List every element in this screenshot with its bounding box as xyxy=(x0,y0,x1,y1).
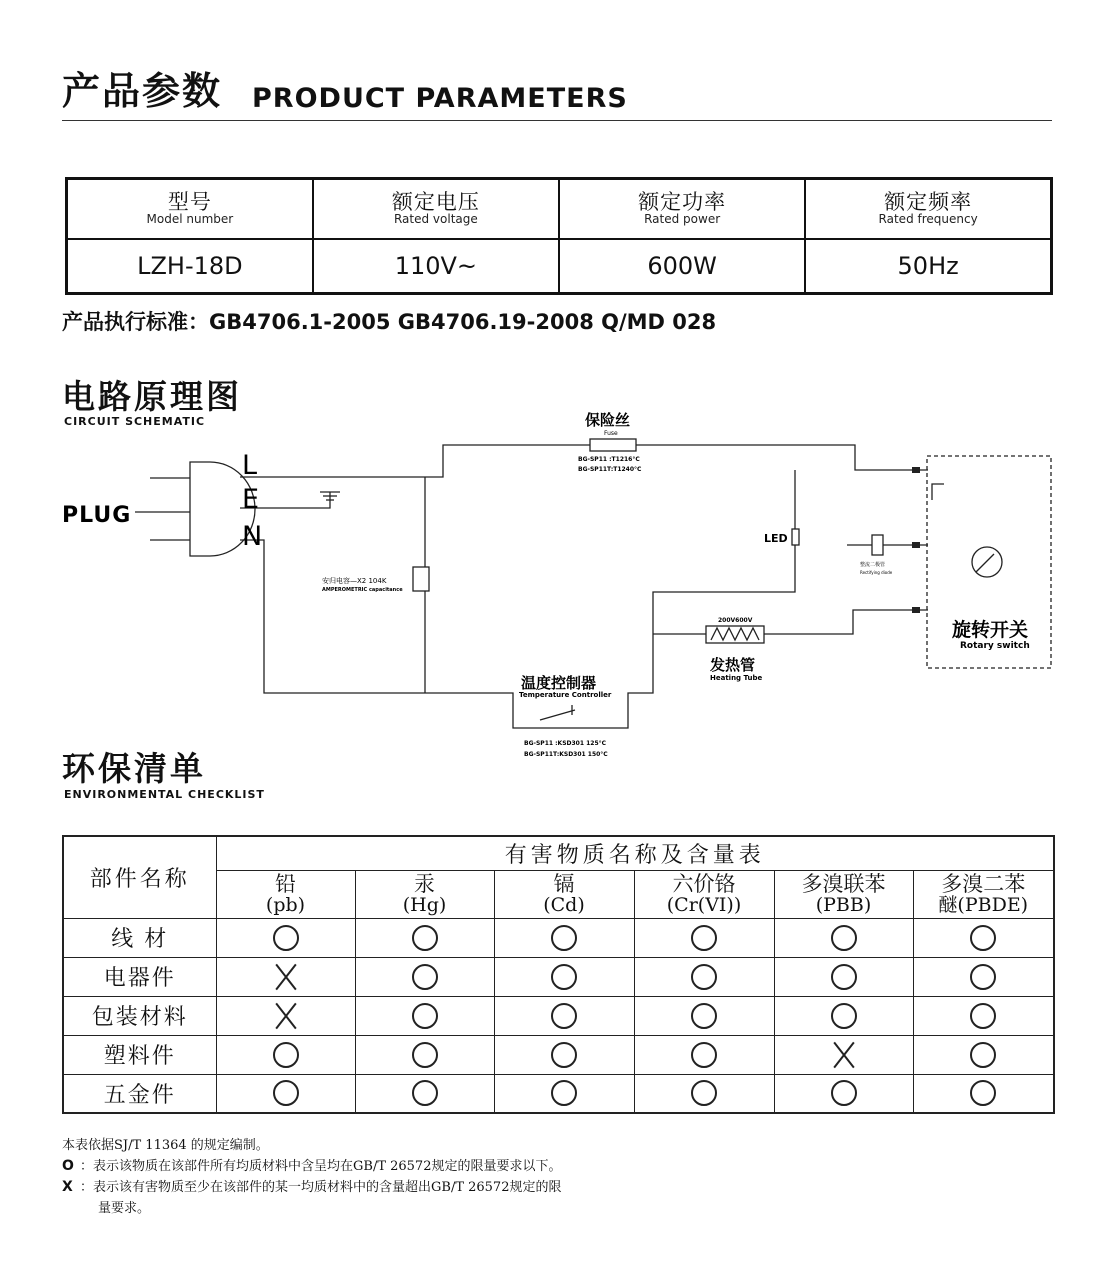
substance-header-hg xyxy=(355,870,494,918)
fuse-label-cn: 保险丝 xyxy=(585,411,631,429)
diode-label-en: Rectifying diode xyxy=(860,570,893,575)
substance-header-pbde xyxy=(913,870,1054,918)
circle-mark-icon xyxy=(273,925,299,951)
substance-cell xyxy=(355,1035,494,1074)
circle-mark-icon xyxy=(412,964,438,990)
param-value-power: 600W xyxy=(559,239,805,294)
circle-mark-icon xyxy=(273,1042,299,1068)
substance-en: (Cr(VI)) xyxy=(666,893,742,916)
circle-mark-icon xyxy=(551,1042,577,1068)
substance-cell xyxy=(913,996,1054,1035)
product-standard: 产品执行标准：GB4706.1-2005 GB4706.19-2008 Q/MD 028 xyxy=(62,310,717,334)
param-header-en: Rated frequency xyxy=(878,212,978,227)
substance-cell xyxy=(494,918,634,957)
substance-cell xyxy=(494,1035,634,1074)
substance-cell xyxy=(774,996,913,1035)
cross-mark-icon xyxy=(273,1003,299,1029)
param-header-cn: 额定频率 xyxy=(884,190,973,215)
circle-mark-icon xyxy=(831,1003,857,1029)
substance-cell xyxy=(494,1074,634,1113)
rotary-knob-icon xyxy=(972,547,1002,577)
circle-mark-icon xyxy=(691,1042,717,1068)
substance-cell xyxy=(355,996,494,1035)
substance-cell xyxy=(774,1035,913,1074)
pin-n-label: N xyxy=(242,521,263,552)
switch-label-cn: 旋转开关 xyxy=(952,619,1029,641)
circle-symbol: O xyxy=(62,1158,74,1174)
substance-cell xyxy=(216,918,355,957)
diode-symbol xyxy=(872,535,883,555)
circle-mark-icon xyxy=(970,1080,996,1106)
table-row xyxy=(63,957,1054,996)
substance-table-body xyxy=(63,918,1054,1113)
param-header-cn: 额定功率 xyxy=(638,190,727,215)
substance-cell xyxy=(494,957,634,996)
circle-mark-icon xyxy=(551,1003,577,1029)
substance-en: (PBB) xyxy=(815,893,872,916)
diode-label-cn: 整流二极管 xyxy=(860,562,886,568)
substance-en: 醚(PBDE) xyxy=(938,893,1029,916)
substance-cell xyxy=(913,1074,1054,1113)
led-label: LED xyxy=(764,532,788,545)
pin-e-label: E xyxy=(242,484,260,515)
part-name: 线 材 xyxy=(63,918,216,957)
param-header-cn: 型号 xyxy=(167,190,212,215)
note-x-text: ：表示该有害物质至少在该部件的某一均质材料中的含量超出GB/T 26572规定的限 xyxy=(80,1180,562,1195)
circle-mark-icon xyxy=(412,1080,438,1106)
note-x-cont: 量要求。 xyxy=(98,1201,151,1216)
substance-cn: 汞 xyxy=(414,871,435,896)
table-row xyxy=(63,996,1054,1035)
substance-cell xyxy=(634,1035,774,1074)
circle-mark-icon xyxy=(970,964,996,990)
substance-cell xyxy=(913,1035,1054,1074)
substance-cell xyxy=(355,918,494,957)
substance-cell xyxy=(774,1074,913,1113)
substance-cell xyxy=(913,957,1054,996)
substance-cell xyxy=(634,918,774,957)
substance-cn: 多溴二苯 xyxy=(941,871,1026,896)
param-header-en: Rated power xyxy=(644,212,721,227)
capacitor-symbol xyxy=(413,567,429,591)
substance-cell xyxy=(634,957,774,996)
note-o-text: ：表示该物质在该部件所有均质材料中含呈均在GB/T 26572规定的限量要求以下。 xyxy=(80,1159,562,1174)
circle-mark-icon xyxy=(551,1080,577,1106)
circle-mark-icon xyxy=(691,925,717,951)
part-name-header: 部件名称 xyxy=(63,836,216,918)
circle-mark-icon xyxy=(412,925,438,951)
hazardous-substance-table xyxy=(62,835,1055,1114)
circle-mark-icon xyxy=(970,1042,996,1068)
substance-en: (pb) xyxy=(265,893,306,916)
substance-cn: 多溴联苯 xyxy=(801,871,886,896)
substance-cn: 六价铬 xyxy=(672,871,736,896)
switch-label-en: Rotary switch xyxy=(960,641,1030,651)
substance-header-pb xyxy=(216,870,355,918)
table-row xyxy=(63,1074,1054,1113)
substance-cell xyxy=(634,996,774,1035)
part-name: 塑料件 xyxy=(63,1035,216,1074)
plug-label: PLUG xyxy=(62,503,132,528)
substance-en: (Hg) xyxy=(402,893,447,916)
circle-mark-icon xyxy=(551,964,577,990)
substance-cell xyxy=(774,957,913,996)
circle-mark-icon xyxy=(412,1003,438,1029)
substance-cell xyxy=(216,1074,355,1113)
env-title-en: ENVIRONMENTAL CHECKLIST xyxy=(64,788,265,801)
env-title-cn: 环保清单 xyxy=(62,749,206,788)
fuse-spec-1: BG-SP11 :T1216°C xyxy=(578,456,640,463)
circle-mark-icon xyxy=(551,925,577,951)
note-x xyxy=(62,1177,561,1198)
substance-header-cd xyxy=(494,870,634,918)
param-value-frequency: 50Hz xyxy=(805,239,1051,294)
part-name: 电器件 xyxy=(63,957,216,996)
thermo-spec-2: BG-SP11T:KSD301 150°C xyxy=(524,751,608,758)
param-header-en: Rated voltage xyxy=(393,212,478,227)
thermo-label-cn: 温度控制器 xyxy=(521,674,597,692)
circle-mark-icon xyxy=(691,1003,717,1029)
part-name: 五金件 xyxy=(63,1074,216,1113)
circle-mark-icon xyxy=(970,925,996,951)
circle-mark-icon xyxy=(691,964,717,990)
heater-label-cn: 发热管 xyxy=(710,656,756,674)
pin-l-label: L xyxy=(242,450,258,481)
circuit-title-en: CIRCUIT SCHEMATIC xyxy=(64,415,206,428)
note-o xyxy=(62,1156,561,1177)
fuse-symbol xyxy=(590,439,636,451)
substance-cell xyxy=(216,957,355,996)
circle-mark-icon xyxy=(970,1003,996,1029)
param-header-en: Model number xyxy=(146,212,234,227)
substance-cell xyxy=(216,1035,355,1074)
circle-mark-icon xyxy=(691,1080,717,1106)
circle-mark-icon xyxy=(412,1042,438,1068)
cross-mark-icon xyxy=(831,1042,857,1068)
fuse-spec-2: BG-SP11T:T1240°C xyxy=(578,466,642,473)
circle-mark-icon xyxy=(273,1080,299,1106)
circuit-title-cn: 电路原理图 xyxy=(62,377,242,416)
circle-mark-icon xyxy=(831,925,857,951)
param-value-model: LZH-18D xyxy=(67,239,313,294)
cross-symbol: X xyxy=(62,1179,73,1195)
table-row xyxy=(63,918,1054,957)
substance-cell xyxy=(634,1074,774,1113)
capacitor-label-cn: 安归电容—X2 104K xyxy=(322,577,387,585)
thermo-spec-1: BG-SP11 :KSD301 125°C xyxy=(524,740,607,747)
substance-cell xyxy=(913,918,1054,957)
fuse-label-en: Fuse xyxy=(604,430,618,437)
heater-label-en: Heating Tube xyxy=(710,674,763,682)
thermo-label-en: Temperature Controller xyxy=(519,691,612,699)
substance-cell xyxy=(355,1074,494,1113)
page-title-en: PRODUCT PARAMETERS xyxy=(252,83,628,114)
circle-mark-icon xyxy=(831,1080,857,1106)
led-symbol xyxy=(792,529,799,545)
substance-cn: 镉 xyxy=(553,871,575,896)
env-notes xyxy=(62,1135,561,1219)
param-value-voltage: 110V~ xyxy=(313,239,559,294)
substance-cell xyxy=(355,957,494,996)
circle-mark-icon xyxy=(831,964,857,990)
substance-en: (Cd) xyxy=(543,893,585,916)
substance-cell xyxy=(216,996,355,1035)
table-row xyxy=(63,1035,1054,1074)
substance-cell xyxy=(494,996,634,1035)
capacitor-label-en: AMPEROMETRIC capacitance xyxy=(322,587,403,593)
substance-table-title: 有害物质名称及含量表 xyxy=(216,836,1054,870)
substance-cn: 铅 xyxy=(275,871,296,896)
substance-header-cr6 xyxy=(634,870,774,918)
part-name: 包装材料 xyxy=(63,996,216,1035)
substance-cell xyxy=(774,918,913,957)
heater-rating: 200V600V xyxy=(718,617,753,624)
page-title-cn: 产品参数 xyxy=(62,69,223,113)
param-header-cn: 额定电压 xyxy=(391,190,480,215)
cross-mark-icon xyxy=(273,964,299,990)
note-basis: 本表依据SJ/T 11364 的规定编制。 xyxy=(62,1138,269,1153)
substance-header-pbb xyxy=(774,870,913,918)
